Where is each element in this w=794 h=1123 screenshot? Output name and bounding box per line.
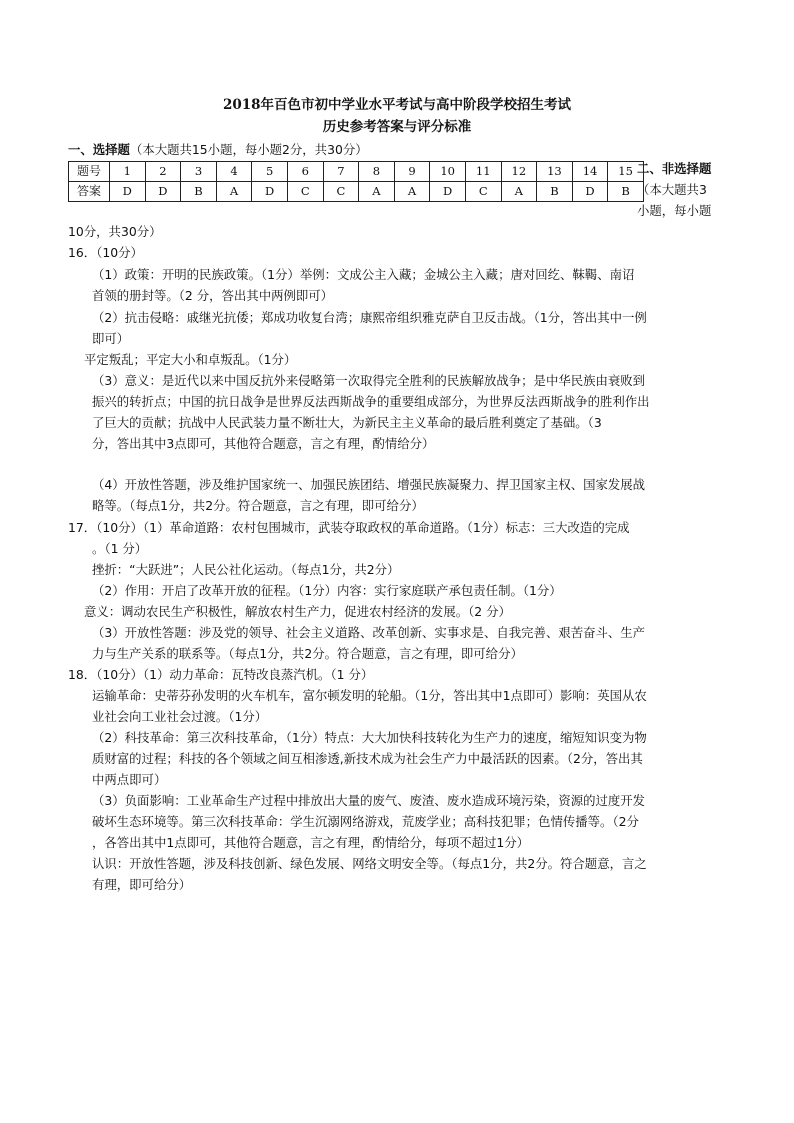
row-label-answer: 答案 — [69, 182, 110, 202]
question-number: 15 — [608, 162, 644, 182]
question-number: 9 — [394, 162, 430, 182]
section2-heading: 二、非选择题 — [637, 161, 712, 176]
question-number: 5 — [252, 162, 288, 182]
answer-cell: D — [110, 182, 146, 202]
answer-line: （3）意义：是近代以来中国反抗外来侵略第一次取得完全胜利的民族解放战争；是中华民族由衰败到 — [92, 373, 646, 388]
question-number: 14 — [572, 162, 608, 182]
answer-cell: B — [181, 182, 217, 202]
answer-line: 。（1 分） — [92, 541, 148, 556]
answer-line: 了巨大的贡献；抗战中人民武装力量不断壮大，为新民主主义革命的最后胜利奠定了基础。（3 — [92, 415, 602, 430]
answer-cell: D — [252, 182, 288, 202]
answer-cell: B — [537, 182, 573, 202]
document-subtitle: 历史参考答案与评分标准 — [322, 119, 472, 135]
answer-line: 振兴的转折点；中国的抗日战争是世界反法西斯战争的重要组成部分，为世界反法西斯战争的胜利作出 — [92, 394, 650, 409]
answer-line: 质财富的过程；科技的各个领域之间互相渗透,新技术成为社会生产力中最活跃的因素。（2分，答出其 — [92, 751, 643, 766]
question-number: 1 — [110, 162, 146, 182]
row-label-number: 题号 — [69, 162, 110, 182]
answer-line: （3）负面影响：工业革命生产过程中排放出大量的废气、废渣、废水造成环境污染，资源的过度开发 — [92, 793, 646, 808]
document-title: 2018年百色市初中学业水平考试与高中阶段学校招生考试 — [222, 97, 572, 113]
answer-line: 分，答出其中3点即可，其他符合题意，言之有理，酌情给分） — [92, 436, 435, 451]
question-number: 2 — [145, 162, 181, 182]
answer-cell: D — [430, 182, 466, 202]
answer-table-row-numbers — [69, 162, 644, 182]
answer-line: 略等。（每点1分，共2分。符合题意，言之有理，即可给分） — [92, 498, 424, 513]
answer-line: （3）开放性答题：涉及党的领导、社会主义道路、改革创新、实事求是、自我完善、艰苦奋斗、生产 — [92, 625, 646, 640]
answer-cell: A — [394, 182, 430, 202]
answer-table — [68, 161, 644, 202]
section2-note-line: （本大题共3 — [637, 182, 707, 197]
answer-table-row-answers — [69, 182, 644, 202]
answer-line: 挫折：“大跃进”；人民公社化运动。（每点1分，共2分） — [92, 562, 400, 577]
question-number: 8 — [359, 162, 395, 182]
answer-cell: D — [145, 182, 181, 202]
section1-header — [68, 140, 368, 160]
answer-line: 首领的册封等。（2 分，答出其中两例即可） — [92, 288, 334, 303]
section2-note-line: 小题，每小题 — [637, 203, 712, 218]
answer-line: （4）开放性答题，涉及维护国家统一、加强民族团结、增强民族凝聚力、捍卫国家主权、国家发展战 — [92, 477, 646, 492]
answer-line: ，各答出其中1点即可，其他符合题意，言之有理，酌情给分，每项不超过1分） — [92, 835, 530, 850]
answer-cell: B — [608, 182, 644, 202]
question-number: 11 — [465, 162, 501, 182]
question-number: 10 — [430, 162, 466, 182]
section1-note: （本大题共15小题，每小题2分，共30分） — [129, 142, 368, 157]
answer-line: 业社会向工业社会过渡。（1分） — [92, 709, 268, 724]
question-number: 3 — [181, 162, 217, 182]
question-number: 7 — [323, 162, 359, 182]
question-number: 12 — [501, 162, 537, 182]
question-16-heading: 16．（10分） — [68, 245, 143, 260]
answer-line: （2）科技革命：第三次科技革命，（1分）特点：大大加快科技转化为生产力的速度，缩短知识变为物 — [92, 730, 647, 745]
question-number: 13 — [537, 162, 573, 182]
answer-line: 运输革命：史蒂芬孙发明的火车机车，富尔顿发明的轮船。（1分，答出其中1点即可）影响：英国从农 — [92, 688, 647, 703]
section1-heading: 一、选择题 — [68, 142, 130, 157]
answer-cell: C — [465, 182, 501, 202]
question-number: 4 — [216, 162, 252, 182]
answer-line: 认识：开放性答题，涉及科技创新、绿色发展、网络文明安全等。（每点1分，共2分。符合题意，言之 — [92, 856, 647, 871]
question-18-heading: 18．（10分）（1）动力革命：瓦特改良蒸汽机。（1 分） — [68, 667, 374, 682]
answer-line: 即可） — [92, 331, 130, 346]
answer-line: 平定叛乱；平定大小和卓叛乱。（1分） — [84, 352, 297, 367]
section2-note-end: 10分，共30分） — [68, 224, 162, 239]
question-17-heading: 17．（10分）（1）革命道路：农村包围城市，武装夺取政权的革命道路。（1分）标志：三大改造的完成 — [68, 520, 630, 535]
answer-line: （1）政策：开明的民族政策。（1分）举例：文成公主入藏；金城公主入藏；唐对回纥、靺鞨、南诏 — [92, 267, 635, 282]
answer-line: （2）作用：开启了改革开放的征程。（1分）内容：实行家庭联产承包责任制。（1分） — [92, 583, 562, 598]
answer-line: 中两点即可） — [92, 772, 167, 787]
answer-cell: A — [501, 182, 537, 202]
answer-line: （2）抗击侵略：戚继光抗倭；郑成功收复台湾；康熙帝组织雅克萨自卫反击战。（1分，答出其中一例 — [92, 310, 647, 325]
answer-cell: C — [323, 182, 359, 202]
answer-cell: A — [216, 182, 252, 202]
answer-line: 破坏生态环境等。第三次科技革命：学生沉溺网络游戏，荒废学业；高科技犯罪；色情传播等。（2分 — [92, 814, 639, 829]
answer-line: 意义：调动农民生产积极性，解放农村生产力，促进农村经济的发展。（2 分） — [84, 604, 511, 619]
answer-line: 力与生产关系的联系等。（每点1分，共2分。符合题意，言之有理，即可给分） — [92, 646, 523, 661]
answer-cell: C — [287, 182, 323, 202]
answer-line: 有理，即可给分） — [92, 877, 192, 892]
question-number: 6 — [287, 162, 323, 182]
answer-cell: A — [359, 182, 395, 202]
answer-cell: D — [572, 182, 608, 202]
